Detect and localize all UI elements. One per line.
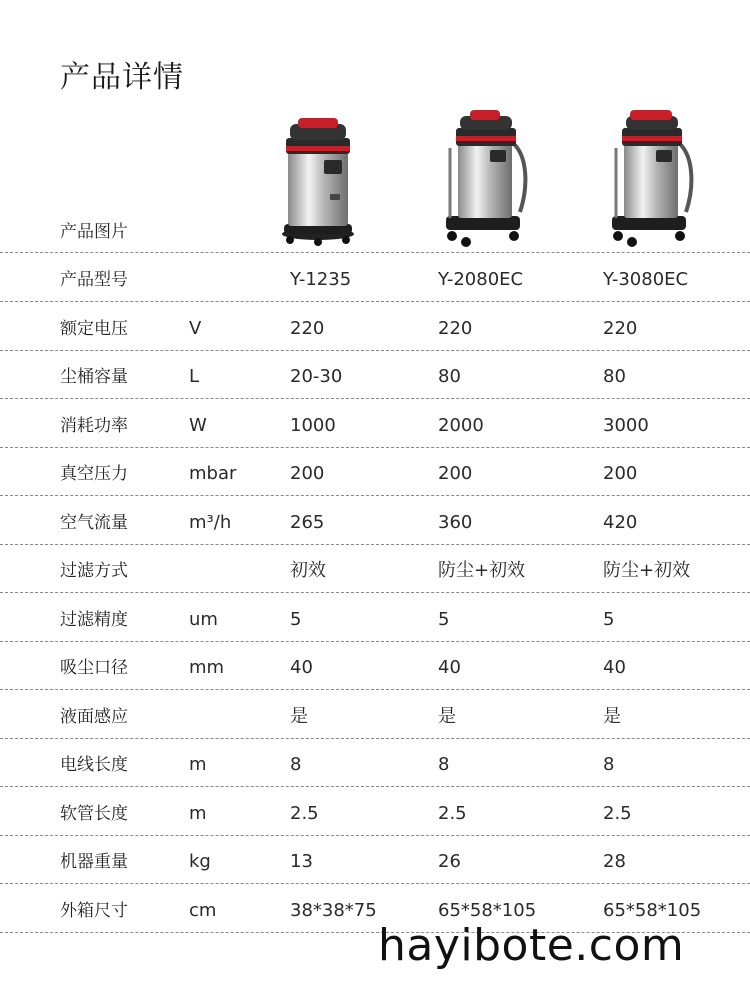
spec-value-model-2: 40 [438,657,461,678]
spec-label: 真空压力 [60,464,128,484]
spec-value-model-1: 5 [290,608,302,630]
spec-value-model-3: 是 [603,705,621,727]
spec-unit: m [189,802,207,824]
spec-value-model-1: 40 [290,657,313,678]
spec-value-model-2: 220 [438,317,473,339]
spec-value-model-1: 是 [290,705,308,727]
spec-value-model-1: 200 [290,463,325,484]
spec-value-model-1: 8 [290,754,302,775]
image-row-label: 产品图片 [60,222,128,242]
spec-value-model-3: 40 [603,657,626,678]
spec-value-model-1: 1000 [290,414,336,436]
spec-label: 过滤精度 [60,609,128,630]
spec-row [0,593,750,642]
spec-value-model-3: Y-3080EC [603,269,689,290]
spec-label: 机器重量 [60,852,128,872]
spec-label: 液面感应 [60,706,128,727]
spec-row [0,544,750,593]
spec-label: 消耗功率 [60,415,128,436]
spec-value-model-1: 38*38*75 [290,899,377,921]
spec-value-model-1: 220 [290,317,325,339]
spec-value-model-2: 是 [438,705,456,727]
vacuum-cleaner-small-image [278,116,358,248]
brand-watermark: hayibote.com [378,920,685,971]
spec-value-model-3: 28 [603,851,626,872]
spec-unit: m³/h [189,511,232,533]
spec-value-model-3: 200 [603,463,638,484]
spec-unit: V [189,317,202,339]
spec-unit: W [189,414,207,436]
spec-value-model-1: 13 [290,851,313,872]
spec-value-model-3: 65*58*105 [603,899,702,921]
spec-value-model-2: 65*58*105 [438,899,537,921]
spec-value-model-2: 200 [438,463,473,484]
spec-value-model-3: 5 [603,608,615,630]
spec-value-model-2: 2000 [438,414,484,436]
spec-row [0,399,750,448]
spec-label: 空气流量 [60,512,128,533]
spec-label: 过滤方式 [60,561,128,581]
spec-value-model-2: 8 [438,754,450,775]
spec-value-model-1: 2.5 [290,802,319,824]
spec-label: 电线长度 [60,755,128,775]
spec-value-model-3: 3000 [603,414,649,436]
spec-value-model-2: 80 [438,366,461,387]
spec-value-model-3: 防尘+初效 [603,560,691,581]
vacuum-cleaner-large-image [442,108,528,248]
spec-row [0,496,750,545]
spec-label: 额定电压 [60,318,128,339]
spec-unit: m [189,754,207,775]
spec-row [0,447,750,496]
spec-value-model-3: 8 [603,754,615,775]
spec-value-model-3: 80 [603,366,626,387]
spec-value-model-3: 2.5 [603,802,632,824]
product-image-row [0,108,750,253]
page-title: 产品详情 [60,60,184,95]
spec-value-model-3: 420 [603,511,638,533]
spec-value-model-1: 265 [290,511,325,533]
spec-row [0,787,750,836]
spec-unit: mm [189,657,225,678]
spec-value-model-1: Y-1235 [290,269,352,290]
spec-row [0,253,750,302]
spec-label: 吸尘口径 [60,658,128,678]
spec-value-model-1: 20-30 [290,366,343,387]
spec-value-model-2: 2.5 [438,802,467,824]
spec-value-model-2: 5 [438,608,450,630]
spec-unit: mbar [189,463,237,484]
spec-value-model-3: 220 [603,317,638,339]
spec-label: 软管长度 [60,803,128,824]
spec-row [0,641,750,690]
vacuum-cleaner-large-image [608,108,694,248]
spec-row [0,350,750,399]
spec-value-model-2: 防尘+初效 [438,560,526,581]
spec-value-model-1: 初效 [290,560,326,581]
spec-value-model-2: Y-2080EC [438,269,524,290]
spec-row [0,690,750,739]
spec-label: 尘桶容量 [60,367,128,387]
spec-unit: L [189,366,200,387]
spec-label: 产品型号 [60,270,128,290]
spec-row [0,302,750,351]
spec-value-model-2: 360 [438,511,473,533]
spec-value-model-2: 26 [438,851,461,872]
spec-unit: kg [189,851,211,872]
spec-unit: um [189,608,218,630]
spec-label: 外箱尺寸 [60,900,128,921]
spec-row [0,738,750,787]
spec-unit: cm [189,899,217,921]
spec-row [0,835,750,884]
